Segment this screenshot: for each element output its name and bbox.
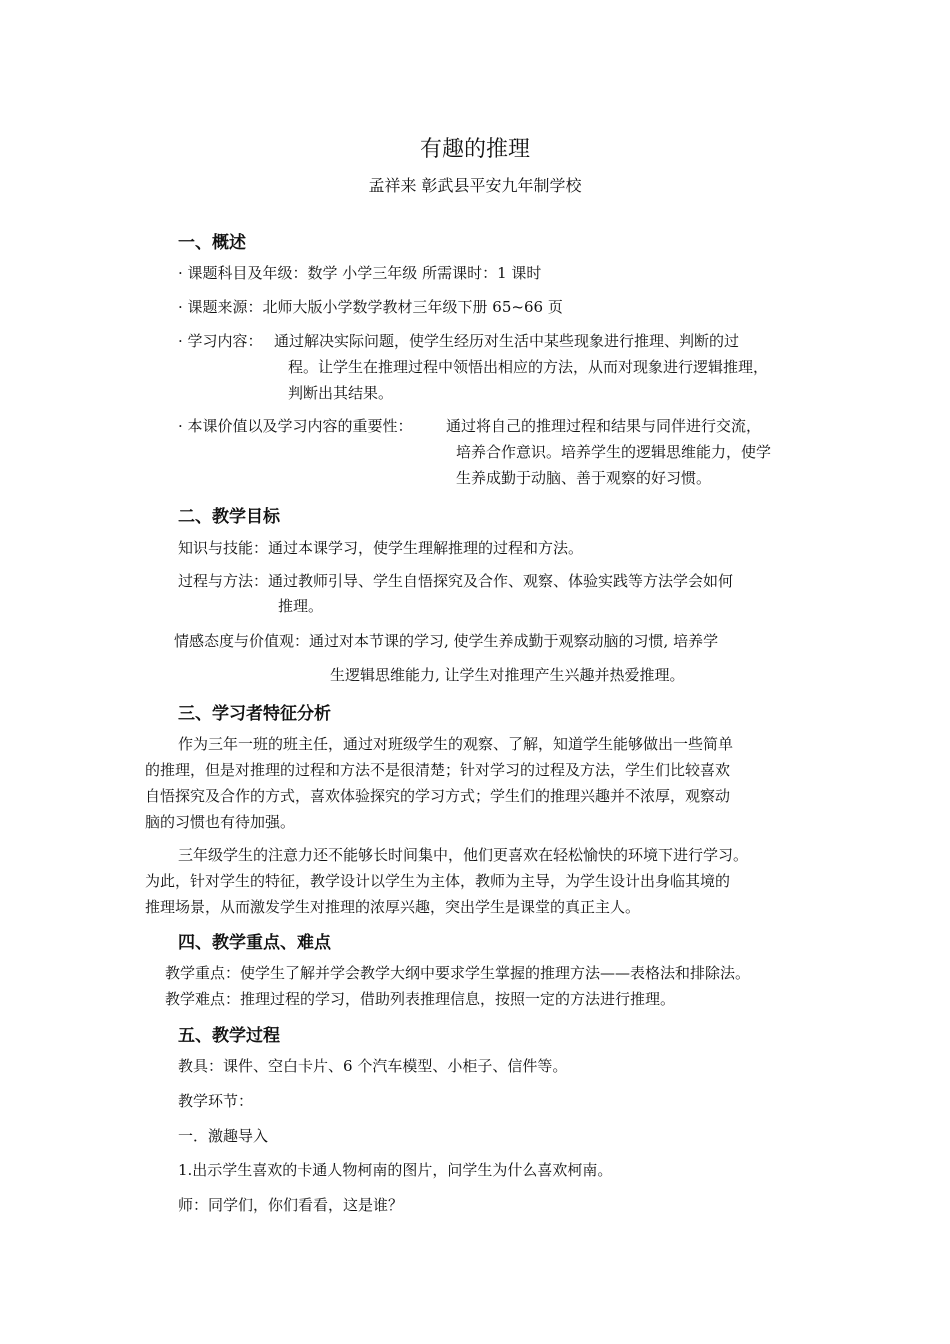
section-heading-key-points: 四、教学重点、难点 — [178, 933, 331, 953]
overview-value-line: 培养合作意识。培养学生的逻辑思维能力，使学 — [456, 443, 772, 461]
overview-value-label: · 本课价值以及学习内容的重要性： — [178, 417, 413, 435]
objective-emotion: 生逻辑思维能力, 让学生对推理产生兴趣并热爱推理。 — [330, 666, 685, 684]
teaching-steps-label: 教学环节： — [178, 1092, 254, 1110]
learners-paragraph: 脑的习惯也有待加强。 — [145, 813, 296, 831]
difficult-point: 教学难点：推理过程的学习，借助列表推理信息，按照一定的方法进行推理。 — [165, 990, 676, 1008]
teaching-tools: 教具：课件、空白卡片、6 个汽车模型、小柜子、信件等。 — [178, 1057, 568, 1075]
learners-paragraph: 为此，针对学生的特征，教学设计以学生为主体，教师为主导，为学生设计出身临其境的 — [145, 872, 731, 890]
overview-subject-line: · 课题科目及年级：数学 小学三年级 所需课时：1 课时 — [178, 264, 542, 282]
learners-paragraph: 推理场景，从而激发学生对推理的浓厚兴趣，突出学生是课堂的真正主人。 — [145, 898, 641, 916]
overview-value-line: 生养成勤于动脑、善于观察的好习惯。 — [456, 469, 712, 487]
section-heading-objectives: 二、教学目标 — [178, 507, 280, 527]
document-author: 孟祥来 彰武县平安九年制学校 — [368, 176, 582, 195]
step-heading: 一．激趣导入 — [178, 1127, 269, 1145]
overview-content-line: 程。让学生在推理过程中领悟出相应的方法，从而对现象进行逻辑推理， — [288, 358, 769, 376]
overview-value-line: 通过将自己的推理过程和结果与同伴进行交流， — [446, 417, 762, 435]
section-heading-learners: 三、学习者特征分析 — [178, 704, 331, 724]
teacher-dialog: 师：同学们，你们看看，这是谁？ — [178, 1196, 404, 1214]
section-heading-overview: 一、概述 — [178, 233, 246, 253]
section-heading-process: 五、教学过程 — [178, 1026, 280, 1046]
overview-content-line: 通过解决实际问题，使学生经历对生活中某些现象进行推理、判断的过 — [274, 332, 740, 350]
learners-paragraph: 三年级学生的注意力还不能够长时间集中，他们更喜欢在轻松愉快的环境下进行学习。 — [178, 846, 749, 864]
overview-content-line: 判断出其结果。 — [288, 384, 394, 402]
key-point: 教学重点：使学生了解并学会教学大纲中要求学生掌握的推理方法——表格法和排除法。 — [165, 964, 751, 982]
step-item: 1.出示学生喜欢的卡通人物柯南的图片，问学生为什么喜欢柯南。 — [178, 1161, 613, 1179]
overview-source-line: · 课题来源：北师大版小学数学教材三年级下册 65~66 页 — [178, 298, 563, 316]
learners-paragraph: 自悟探究及合作的方式，喜欢体验探究的学习方式；学生们的推理兴趣并不浓厚，观察动 — [145, 787, 731, 805]
document-title: 有趣的推理 — [419, 137, 530, 162]
learners-paragraph: 作为三年一班的班主任，通过对班级学生的观察、了解，知道学生能够做出一些简单 — [178, 735, 734, 753]
objective-process: 过程与方法：通过教师引导、学生自悟探究及合作、观察、体验实践等方法学会如何 — [178, 572, 734, 590]
overview-content-label: · 学习内容： — [178, 332, 263, 350]
objective-knowledge: 知识与技能：通过本课学习，使学生理解推理的过程和方法。 — [178, 539, 584, 557]
learners-paragraph: 的推理，但是对推理的过程和方法不是很清楚；针对学习的过程及方法，学生们比较喜欢 — [145, 761, 731, 779]
objective-process: 推理。 — [278, 597, 324, 615]
objective-emotion: 情感态度与价值观：通过对本节课的学习, 使学生养成勤于观察动脑的习惯, 培养学 — [174, 632, 719, 650]
